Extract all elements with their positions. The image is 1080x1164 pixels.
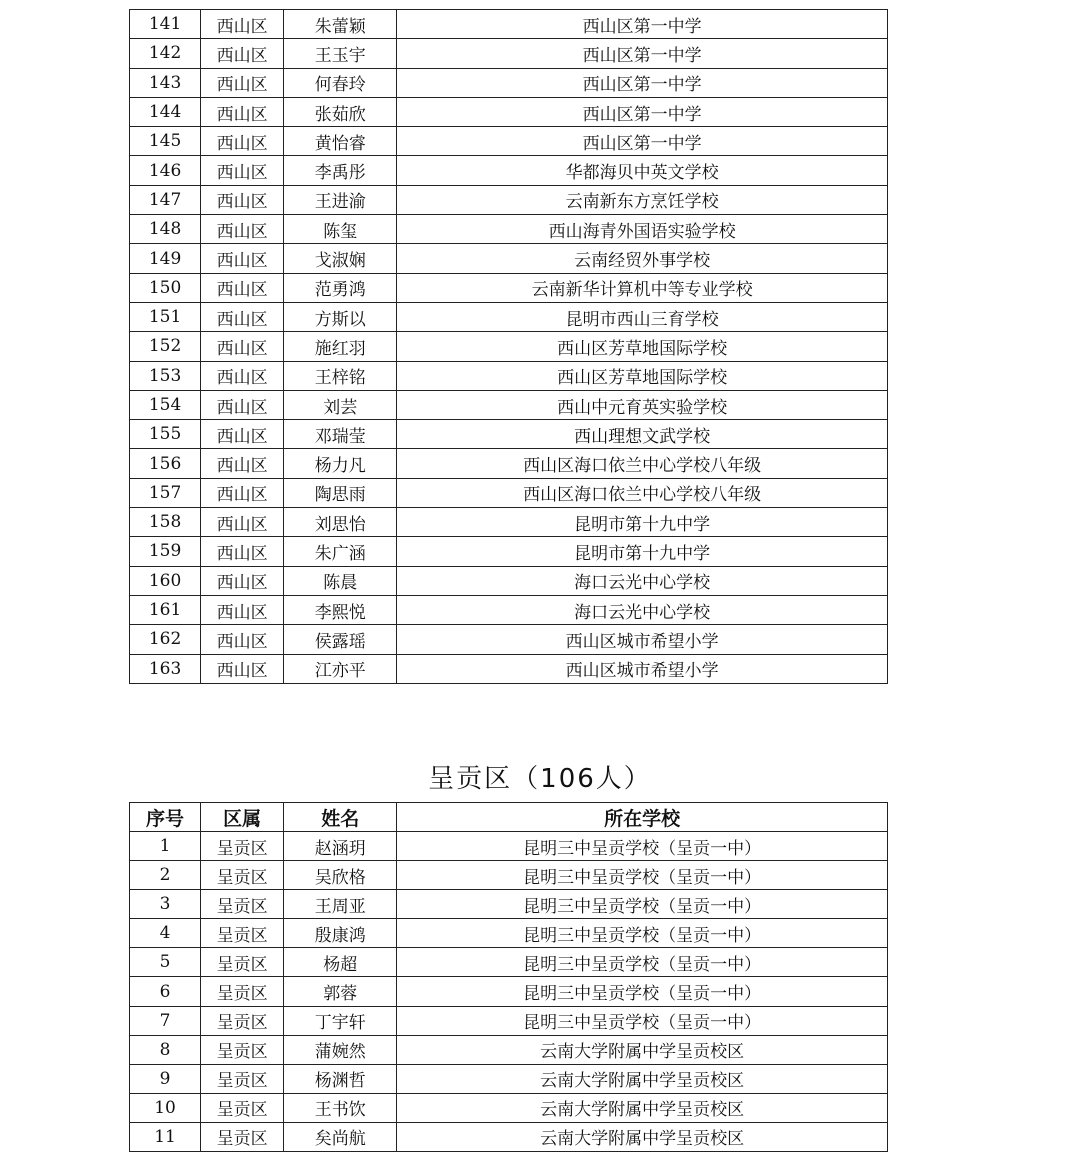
cell-name: 王书饮: [284, 1093, 397, 1122]
cell-district: 西山区: [201, 449, 284, 478]
cell-school: 云南新东方烹饪学校: [397, 185, 888, 214]
cell-name: 邓瑞莹: [284, 420, 397, 449]
cell-district: 西山区: [201, 361, 284, 390]
chenggong-student-table: [129, 802, 888, 1152]
cell-name: 陈晨: [284, 566, 397, 595]
cell-school: 西山区第一中学: [397, 68, 888, 97]
cell-name: 李禹彤: [284, 156, 397, 185]
cell-name: 郭蓉: [284, 977, 397, 1006]
table-row: [130, 948, 888, 977]
header-index: 序号: [130, 803, 201, 832]
cell-district: 呈贡区: [201, 1035, 284, 1064]
table-row: [130, 625, 888, 654]
cell-district: 呈贡区: [201, 1093, 284, 1122]
cell-school: 海口云光中心学校: [397, 566, 888, 595]
table-row: [130, 566, 888, 595]
cell-name: 杨力凡: [284, 449, 397, 478]
table-row: [130, 890, 888, 919]
cell-name: 陈玺: [284, 215, 397, 244]
table-row: [130, 361, 888, 390]
table-row: [130, 68, 888, 97]
cell-school: 昆明三中呈贡学校（呈贡一中）: [397, 919, 888, 948]
cell-name: 王周亚: [284, 890, 397, 919]
chenggong-table-body: [130, 832, 888, 1152]
cell-district: 西山区: [201, 68, 284, 97]
table-row: [130, 1064, 888, 1093]
cell-index: 141: [130, 10, 201, 39]
cell-name: 杨超: [284, 948, 397, 977]
cell-district: 西山区: [201, 10, 284, 39]
cell-index: 6: [130, 977, 201, 1006]
table-row: [130, 244, 888, 273]
cell-name: 戈淑娴: [284, 244, 397, 273]
table-row: [130, 390, 888, 419]
table-row: [130, 97, 888, 126]
cell-name: 江亦平: [284, 654, 397, 683]
table-row: [130, 861, 888, 890]
cell-school: 云南经贸外事学校: [397, 244, 888, 273]
cell-name: 王进渝: [284, 185, 397, 214]
table-row: [130, 39, 888, 68]
cell-school: 西山区海口依兰中心学校八年级: [397, 449, 888, 478]
cell-school: 西山区第一中学: [397, 127, 888, 156]
cell-school: 昆明三中呈贡学校（呈贡一中）: [397, 832, 888, 861]
chenggong-section-title: 呈贡区（106人）: [428, 764, 652, 794]
xishan-student-table: [129, 9, 888, 684]
cell-district: 西山区: [201, 302, 284, 331]
table-row: [130, 654, 888, 683]
cell-name: 王玉宇: [284, 39, 397, 68]
cell-name: 李熙悦: [284, 595, 397, 624]
table-row: [130, 215, 888, 244]
cell-school: 西山区芳草地国际学校: [397, 332, 888, 361]
cell-school: 海口云光中心学校: [397, 595, 888, 624]
cell-index: 157: [130, 478, 201, 507]
cell-index: 9: [130, 1064, 201, 1093]
cell-school: 西山海青外国语实验学校: [397, 215, 888, 244]
cell-name: 矣尚航: [284, 1122, 397, 1151]
table-row: [130, 508, 888, 537]
table-row: [130, 185, 888, 214]
cell-district: 呈贡区: [201, 1006, 284, 1035]
cell-index: 154: [130, 390, 201, 419]
cell-school: 昆明市第十九中学: [397, 508, 888, 537]
table-row: [130, 832, 888, 861]
cell-district: 西山区: [201, 625, 284, 654]
cell-index: 150: [130, 273, 201, 302]
cell-school: 昆明三中呈贡学校（呈贡一中）: [397, 890, 888, 919]
cell-district: 西山区: [201, 654, 284, 683]
cell-district: 呈贡区: [201, 1122, 284, 1151]
cell-district: 西山区: [201, 420, 284, 449]
cell-school: 昆明市西山三育学校: [397, 302, 888, 331]
cell-school: 昆明三中呈贡学校（呈贡一中）: [397, 1006, 888, 1035]
cell-district: 呈贡区: [201, 890, 284, 919]
cell-index: 7: [130, 1006, 201, 1035]
cell-index: 147: [130, 185, 201, 214]
xishan-table-body: [130, 10, 888, 684]
cell-index: 161: [130, 595, 201, 624]
cell-school: 昆明三中呈贡学校（呈贡一中）: [397, 977, 888, 1006]
cell-index: 11: [130, 1122, 201, 1151]
cell-index: 153: [130, 361, 201, 390]
cell-name: 黄怡睿: [284, 127, 397, 156]
cell-school: 华都海贝中英文学校: [397, 156, 888, 185]
table-row: [130, 537, 888, 566]
cell-name: 丁宇轩: [284, 1006, 397, 1035]
cell-district: 西山区: [201, 595, 284, 624]
table-row: [130, 332, 888, 361]
cell-name: 蒲婉然: [284, 1035, 397, 1064]
table-row: [130, 1035, 888, 1064]
cell-school: 云南大学附属中学呈贡校区: [397, 1064, 888, 1093]
table-row: [130, 127, 888, 156]
table-row: [130, 156, 888, 185]
cell-school: 西山区第一中学: [397, 10, 888, 39]
cell-name: 王梓铭: [284, 361, 397, 390]
cell-school: 西山理想文武学校: [397, 420, 888, 449]
cell-index: 158: [130, 508, 201, 537]
cell-index: 4: [130, 919, 201, 948]
cell-index: 1: [130, 832, 201, 861]
cell-district: 西山区: [201, 332, 284, 361]
cell-index: 143: [130, 68, 201, 97]
cell-district: 西山区: [201, 390, 284, 419]
cell-name: 张茹欣: [284, 97, 397, 126]
cell-name: 施红羽: [284, 332, 397, 361]
header-name: 姓名: [284, 803, 397, 832]
cell-school: 西山区城市希望小学: [397, 625, 888, 654]
cell-name: 赵涵玥: [284, 832, 397, 861]
cell-name: 朱广涵: [284, 537, 397, 566]
cell-name: 刘思怡: [284, 508, 397, 537]
cell-district: 西山区: [201, 215, 284, 244]
table-row: [130, 1093, 888, 1122]
cell-district: 西山区: [201, 244, 284, 273]
cell-index: 160: [130, 566, 201, 595]
cell-school: 云南大学附属中学呈贡校区: [397, 1035, 888, 1064]
cell-index: 159: [130, 537, 201, 566]
cell-school: 昆明市第十九中学: [397, 537, 888, 566]
table-row: [130, 919, 888, 948]
cell-index: 151: [130, 302, 201, 331]
cell-name: 何春玲: [284, 68, 397, 97]
cell-index: 5: [130, 948, 201, 977]
cell-index: 3: [130, 890, 201, 919]
cell-name: 刘芸: [284, 390, 397, 419]
cell-district: 呈贡区: [201, 832, 284, 861]
cell-district: 西山区: [201, 156, 284, 185]
cell-school: 西山区芳草地国际学校: [397, 361, 888, 390]
table-row: [130, 977, 888, 1006]
cell-index: 10: [130, 1093, 201, 1122]
cell-district: 西山区: [201, 537, 284, 566]
cell-district: 西山区: [201, 97, 284, 126]
table-row: [130, 302, 888, 331]
cell-index: 162: [130, 625, 201, 654]
cell-name: 方斯以: [284, 302, 397, 331]
table-row: [130, 1006, 888, 1035]
table-row: [130, 10, 888, 39]
cell-district: 呈贡区: [201, 977, 284, 1006]
cell-school: 云南新华计算机中等专业学校: [397, 273, 888, 302]
cell-district: 呈贡区: [201, 1064, 284, 1093]
cell-district: 西山区: [201, 273, 284, 302]
table-row: [130, 273, 888, 302]
cell-name: 范勇鸿: [284, 273, 397, 302]
cell-school: 西山区第一中学: [397, 39, 888, 68]
cell-index: 2: [130, 861, 201, 890]
cell-district: 西山区: [201, 185, 284, 214]
cell-school: 云南大学附属中学呈贡校区: [397, 1122, 888, 1151]
cell-index: 149: [130, 244, 201, 273]
cell-district: 呈贡区: [201, 948, 284, 977]
table-row: [130, 595, 888, 624]
cell-index: 144: [130, 97, 201, 126]
cell-index: 142: [130, 39, 201, 68]
cell-index: 156: [130, 449, 201, 478]
cell-name: 吴欣格: [284, 861, 397, 890]
header-school: 所在学校: [397, 803, 888, 832]
header-district: 区属: [201, 803, 284, 832]
cell-index: 152: [130, 332, 201, 361]
cell-name: 杨渊哲: [284, 1064, 397, 1093]
cell-index: 8: [130, 1035, 201, 1064]
cell-index: 148: [130, 215, 201, 244]
cell-index: 146: [130, 156, 201, 185]
cell-school: 西山区第一中学: [397, 97, 888, 126]
cell-name: 陶思雨: [284, 478, 397, 507]
table-header-row: [130, 803, 888, 832]
cell-district: 呈贡区: [201, 919, 284, 948]
cell-school: 云南大学附属中学呈贡校区: [397, 1093, 888, 1122]
cell-name: 朱蕾颖: [284, 10, 397, 39]
table-row: [130, 420, 888, 449]
cell-district: 西山区: [201, 478, 284, 507]
cell-district: 西山区: [201, 566, 284, 595]
table-row: [130, 449, 888, 478]
cell-district: 西山区: [201, 39, 284, 68]
cell-name: 侯露瑶: [284, 625, 397, 654]
cell-index: 163: [130, 654, 201, 683]
cell-school: 昆明三中呈贡学校（呈贡一中）: [397, 861, 888, 890]
cell-index: 145: [130, 127, 201, 156]
table-row: [130, 478, 888, 507]
table-row: [130, 1122, 888, 1151]
cell-school: 西山中元育英实验学校: [397, 390, 888, 419]
cell-school: 昆明三中呈贡学校（呈贡一中）: [397, 948, 888, 977]
cell-school: 西山区海口依兰中心学校八年级: [397, 478, 888, 507]
cell-district: 呈贡区: [201, 861, 284, 890]
cell-index: 155: [130, 420, 201, 449]
cell-school: 西山区城市希望小学: [397, 654, 888, 683]
cell-name: 殷康鸿: [284, 919, 397, 948]
cell-district: 西山区: [201, 127, 284, 156]
cell-district: 西山区: [201, 508, 284, 537]
